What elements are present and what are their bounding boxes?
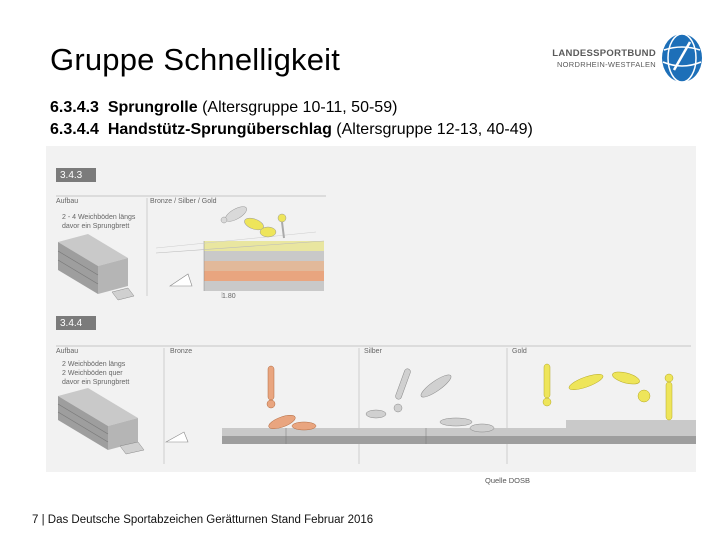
panel2-code: 3.4.4 [60, 318, 83, 329]
footer: 7 | Das Deutsche Sportabzeichen Gerätturnen Stand Februar 2016 [32, 514, 374, 526]
subtitle-1-code: 6.3.4.3 [50, 99, 99, 116]
logo [548, 26, 708, 90]
logo-line2: NORDRHEIN-WESTFALEN [556, 60, 656, 69]
subtitle-1-name: Sprungrolle [107, 99, 198, 116]
logo-line1: LANDESSPORTBUND [552, 48, 656, 59]
page-title: Gruppe Schnelligkeit [50, 42, 341, 77]
subtitle-1-detail: (Altersgruppe 10-11, 50-59) [202, 99, 398, 116]
subtitle-2-name: Handstütz-Sprungüberschlag [107, 121, 332, 138]
logo-text [548, 48, 656, 69]
subtitle-2-detail: (Altersgruppe 12-13, 40-49) [336, 121, 533, 138]
subtitle-2-code: 6.3.4.4 [50, 121, 99, 138]
panel1-note2: davor ein Sprungbrett [62, 223, 130, 230]
exercise-illustration [46, 146, 696, 472]
source-note: Quelle DOSB [485, 476, 531, 485]
panel2-aufbau: Aufbau [56, 348, 79, 355]
panel2-note2: 2 Weichböden quer [62, 370, 123, 377]
panel1-code: 3.4.3 [60, 170, 83, 181]
panel1-note1: 2 - 4 Weichböden längs [62, 214, 136, 221]
panel2-col-bronze: Bronze [170, 348, 193, 355]
panel2-col-silber: Silber [364, 348, 382, 355]
subtitle-line-1 [50, 97, 533, 119]
panel1-aufbau: Aufbau [56, 198, 79, 205]
panel1-dim: 1.80 [222, 293, 236, 300]
subtitle-line-2 [50, 119, 533, 141]
panel1-column: Bronze / Silber / Gold [150, 198, 217, 205]
panel2-note1: 2 Weichböden längs [62, 361, 126, 368]
exercise-illustration-svg [46, 146, 696, 472]
panel2-col-gold: Gold [512, 348, 527, 355]
panel2-note3: davor ein Sprungbrett [62, 379, 130, 386]
subtitle-block [50, 97, 533, 141]
lsb-globe-logo-icon [660, 30, 704, 86]
